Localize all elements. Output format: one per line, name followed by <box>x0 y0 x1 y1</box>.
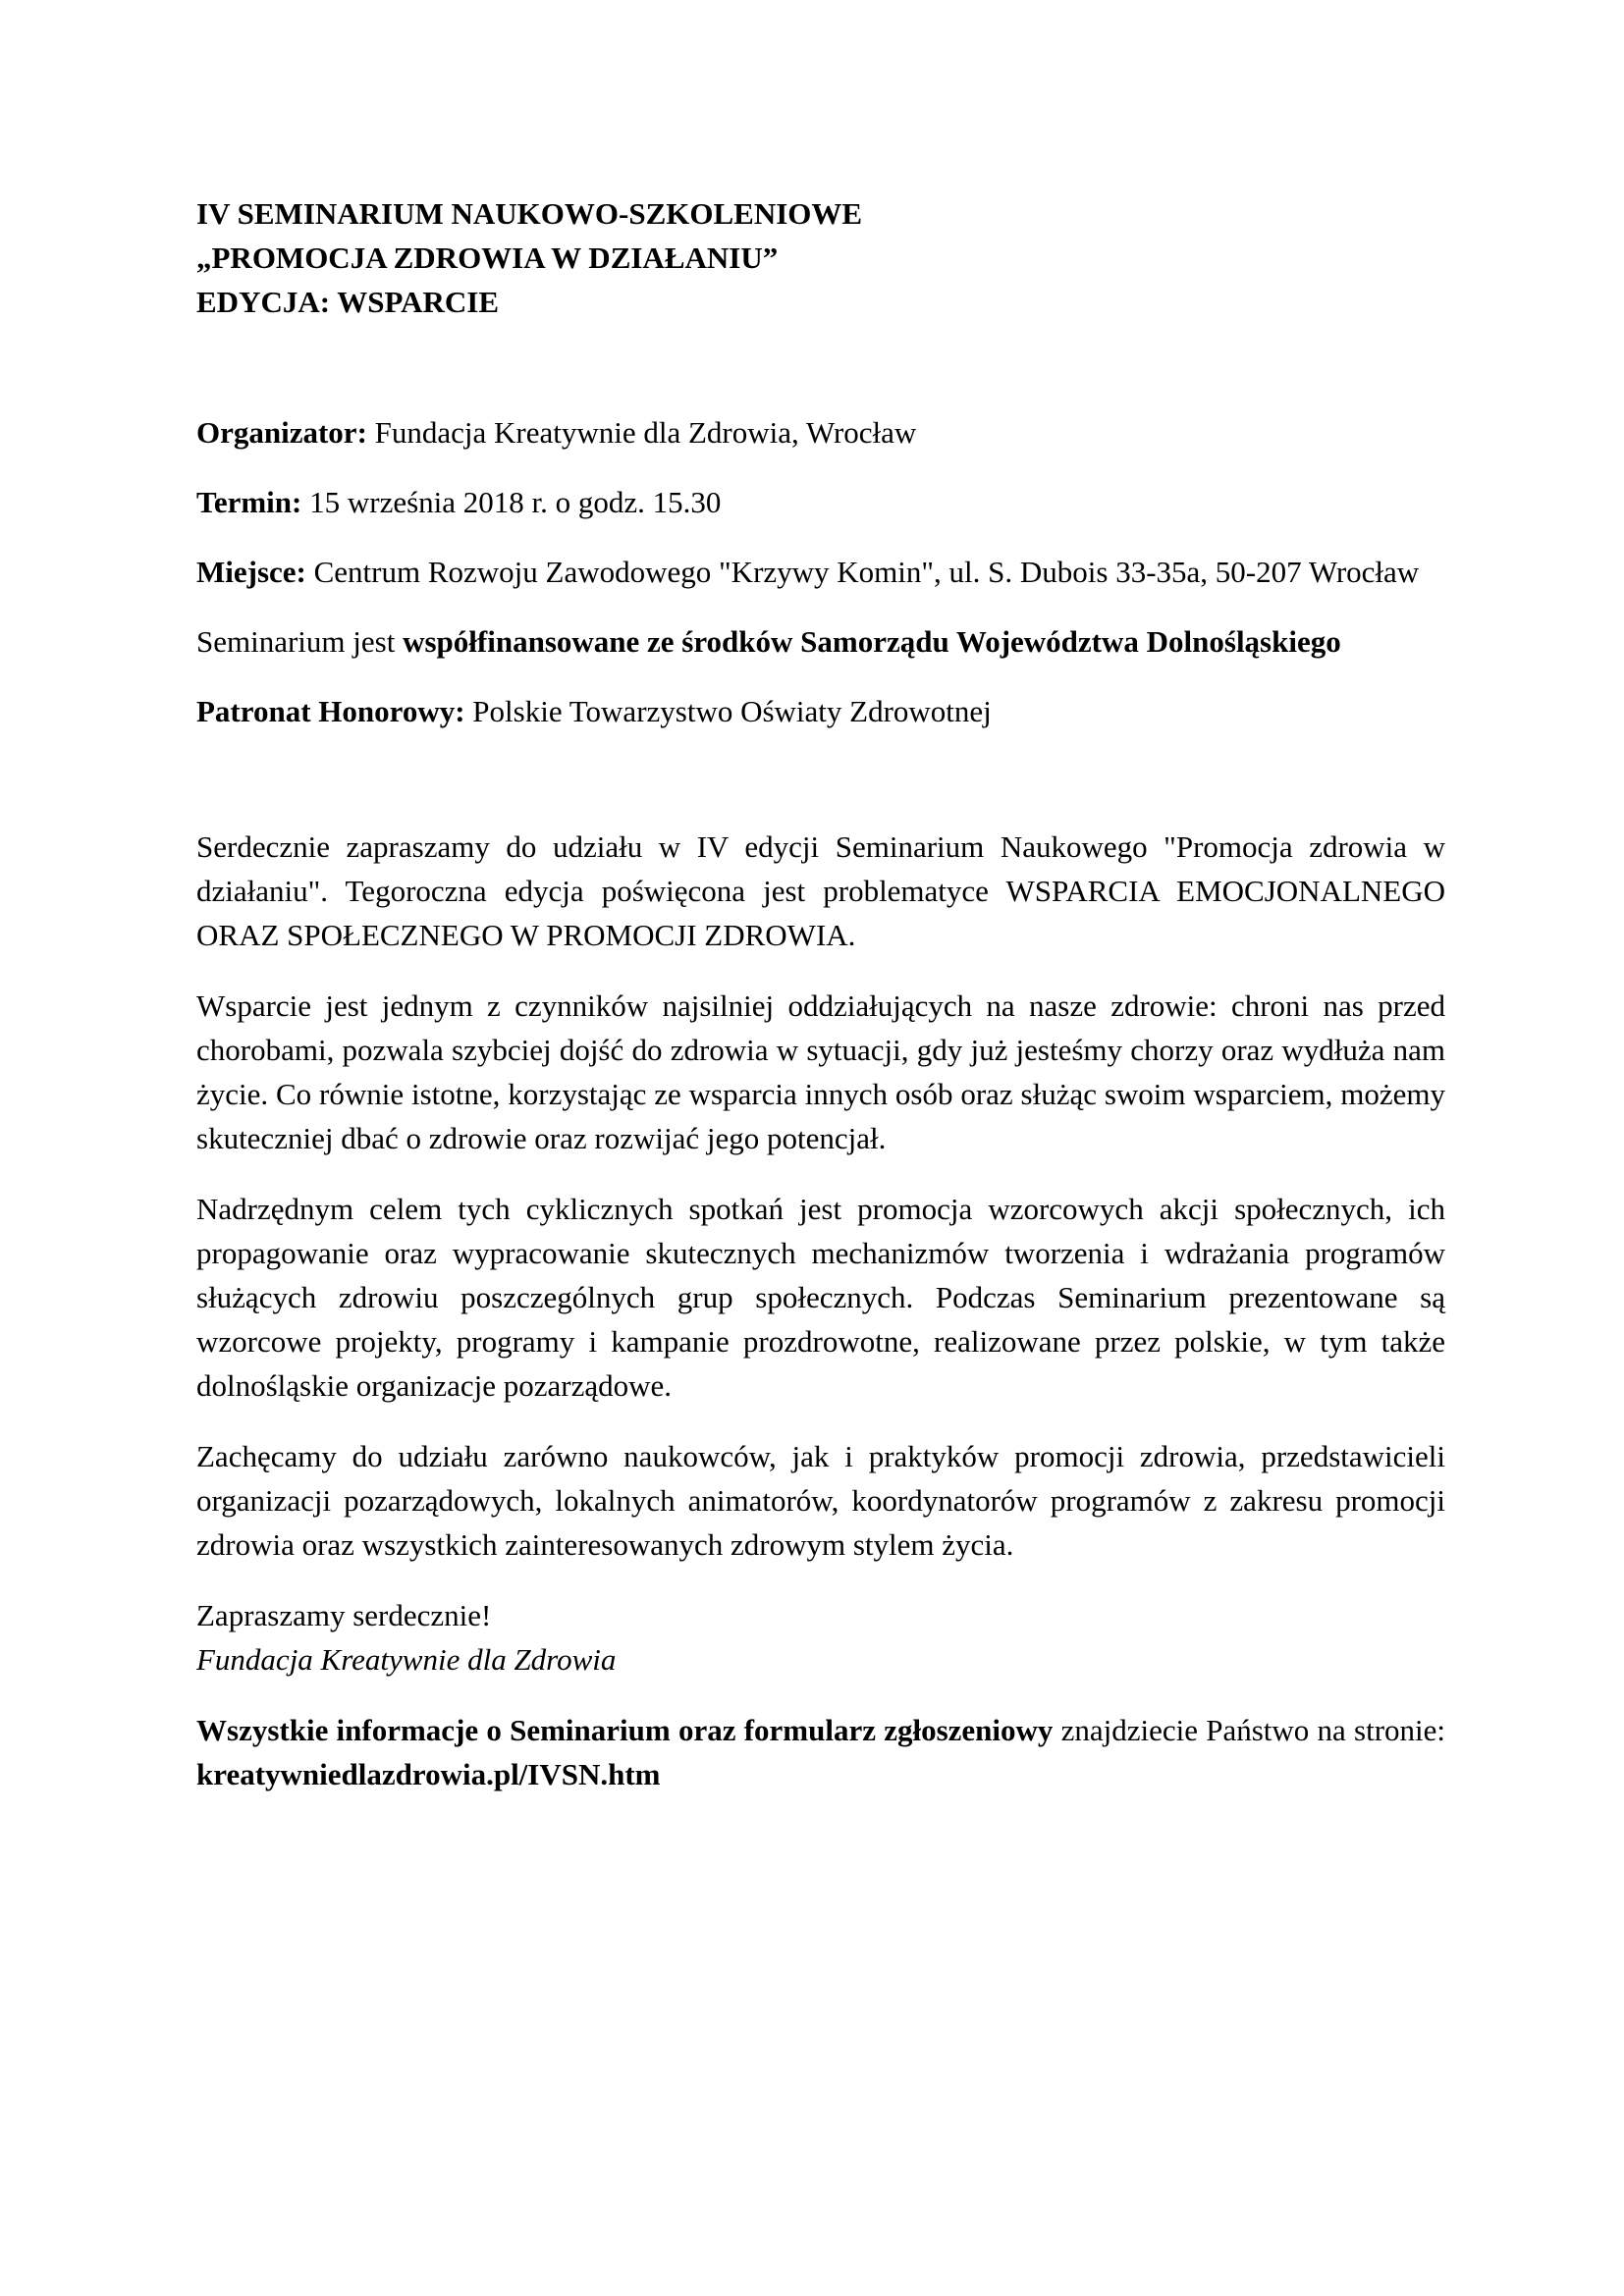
footer-middle-text: znajdziecie Państwo na stronie: <box>1053 1713 1445 1747</box>
paragraph-support: Wsparcie jest jednym z czynników najsilniej oddziałujących na nasze zdrowie: chroni nas przed chorobami, pozwala szybciej dojść do zdrowia w sytuacji, gdy już jesteśmy chorzy oraz wydłuża nam życie. Co równie istotne, korzystając ze wsparcia innych osób oraz służąc swoim wsparciem, możemy skuteczniej dbać o zdrowie oraz rozwijać jego potencjał. <box>196 988 1445 1155</box>
footer-info <box>196 1708 1445 1796</box>
place-value: Centrum Rozwoju Zawodowego "Krzywy Komin", ul. S. Dubois 33-35a, 50-207 Wrocław <box>305 555 1420 589</box>
date-value: 15 września 2018 r. o godz. 15.30 <box>301 485 722 519</box>
date-label: Termin: <box>196 485 302 519</box>
event-details <box>196 410 1445 733</box>
paragraph-audience: Zachęcamy do udziału zarówno naukowców, jak i praktyków promocji zdrowia, przedstawicieli organizacji pozarządowych, lokalnych animatorów, koordynatorów programów z zakresu promocji zdrowia oraz wszystkich zainteresowanych zdrowym stylem życia. <box>196 1439 1445 1562</box>
place-label: Miejsce: <box>196 555 306 589</box>
closing-invite: Zapraszamy serdecznie! <box>196 1598 492 1632</box>
website-link[interactable]: kreatywniedlazdrowia.pl/IVSN.htm <box>196 1757 661 1791</box>
organizer-value: Fundacja Kreatywnie dla Zdrowia, Wrocław <box>366 415 917 450</box>
patronage-label: Patronat Honorowy: <box>196 694 465 728</box>
closing-block <box>196 1593 1445 1682</box>
document-title <box>196 191 1445 324</box>
closing-signature: Fundacja Kreatywnie dla Zdrowia <box>196 1642 617 1677</box>
patronage-value: Polskie Towarzystwo Oświaty Zdrowotnej <box>464 694 992 728</box>
organizer-label: Organizator: <box>196 415 367 450</box>
title-line-1: IV SEMINARIUM NAUKOWO-SZKOLENIOWE <box>196 196 863 231</box>
patronage-line <box>196 689 1445 733</box>
title-line-3: EDYCJA: WSPARCIE <box>196 285 500 319</box>
place-line <box>196 550 1445 594</box>
paragraph-invitation: Serdecznie zapraszamy do udziału w IV edycji Seminarium Naukowego "Promocja zdrowia w działaniu". Tegoroczna edycja poświęcona jest problematyce WSPARCIA EMOCJONALNEGO ORAZ SPOŁECZNEGO W PROMOCJI ZDROWIA. <box>196 829 1445 952</box>
title-line-2: „PROMOCJA ZDROWIA W DZIAŁANIU” <box>196 240 779 275</box>
funding-bold: współfinansowane ze środków Samorządu Województwa Dolnośląskiego <box>403 624 1341 659</box>
date-line <box>196 480 1445 524</box>
body-text <box>196 825 1445 1796</box>
organizer-line <box>196 410 1445 454</box>
document-page <box>196 191 1445 1823</box>
paragraph-goal: Nadrzędnym celem tych cyklicznych spotkań jest promocja wzorcowych akcji społecznych, ich propagowanie oraz wypracowanie skutecznych mechanizmów tworzenia i wdrażania programów służących zdrowiu poszczególnych grup społecznych. Podczas Seminarium prezentowane są wzorcowe projekty, programy i kampanie prozdrowotne, realizowane przez polskie, w tym także dolnośląskie organizacje pozarządowe. <box>196 1192 1445 1403</box>
footer-bold-text: Wszystkie informacje o Seminarium oraz formularz zgłoszeniowy <box>196 1713 1054 1747</box>
funding-line <box>196 619 1445 664</box>
funding-prefix: Seminarium jest <box>196 624 404 659</box>
